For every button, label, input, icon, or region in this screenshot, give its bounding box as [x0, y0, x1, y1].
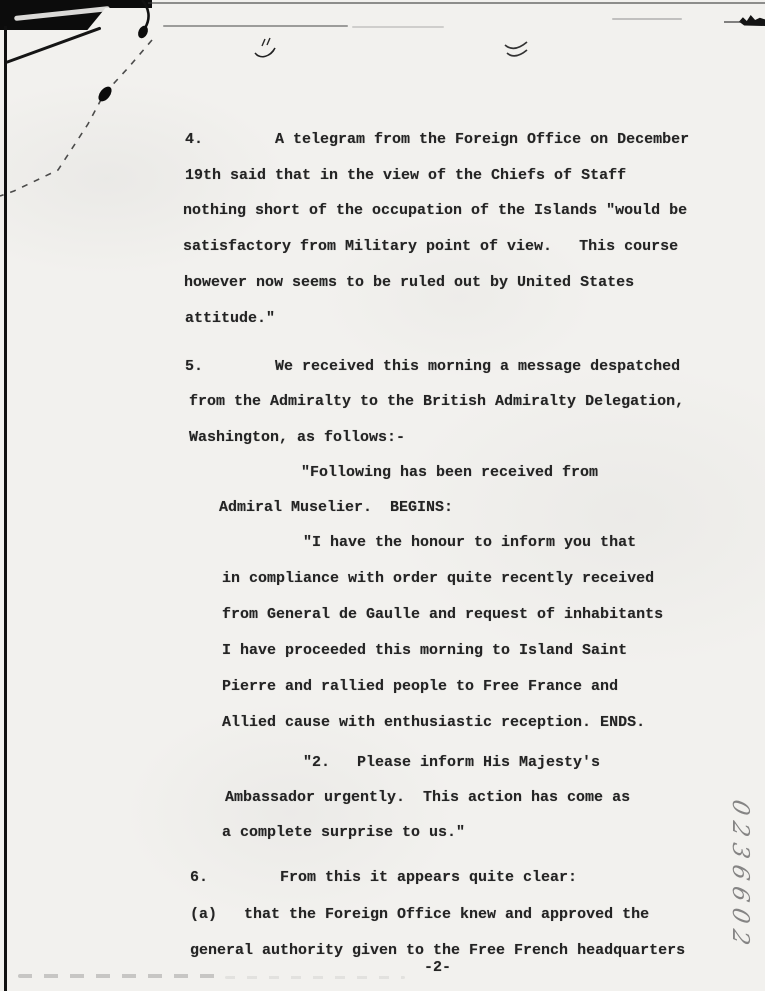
scan-bottom-smudge	[18, 974, 216, 978]
scan-top-streak-faint	[352, 26, 444, 28]
chevron-stroke-1	[505, 42, 527, 48]
text-line-para6-3: general authority given to the Free French headquarters	[190, 942, 686, 959]
text-line-para4-2: 19th said that in the view of the Chiefs of Staff	[185, 167, 627, 184]
ink-splat-top-right	[739, 15, 765, 26]
text-line-quote2-5: Pierre and rallied people to Free France and	[222, 678, 619, 695]
handwritten-archive-number: 0236602	[727, 797, 753, 955]
scan-top-streak-right	[612, 18, 682, 20]
text-line-para5-1: 5. We received this morning a message despatched	[185, 358, 681, 375]
chevron-stroke-2	[507, 50, 527, 56]
text-line-para4-5: however now seems to be ruled out by United States	[184, 274, 635, 291]
pen-doodle-right	[504, 40, 530, 61]
text-line-quote2-4: I have proceeded this morning to Island Saint	[222, 642, 628, 659]
text-line-quote1-2: Admiral Muselier. BEGINS:	[219, 499, 454, 516]
text-line-para5-2: from the Admiralty to the British Admiralty Delegation,	[189, 393, 685, 410]
text-line-quote1-1: "Following has been received from	[220, 464, 599, 481]
text-line-para4-4: satisfactory from Military point of view. This course	[183, 238, 679, 255]
doodle-tick-2	[267, 38, 270, 45]
page-number: -2-	[424, 959, 452, 976]
text-line-para4-6: attitude."	[185, 310, 276, 327]
text-line-para4-1: 4. A telegram from the Foreign Office on December	[185, 131, 690, 148]
scan-top-edge-line	[148, 2, 765, 4]
text-line-quote3-3: a complete surprise to us."	[222, 824, 466, 841]
text-line-para6-1: 6. From this it appears quite clear:	[190, 869, 578, 886]
crease-ink-blob	[96, 84, 114, 104]
text-line-quote3-1: "2. Please inform His Majesty's	[222, 754, 601, 771]
paper-crease	[0, 30, 175, 205]
text-line-para4-3: nothing short of the occupation of the Islands "would be	[183, 202, 688, 219]
scan-bottom-smudge-faint	[225, 976, 405, 979]
pen-hook-stroke	[142, 0, 149, 28]
doodle-crescent	[255, 48, 275, 57]
text-line-para5-3: Washington, as follows:-	[189, 429, 406, 446]
pen-doodle-left	[252, 36, 280, 62]
scan-top-streak	[163, 25, 348, 27]
text-line-quote2-2: in compliance with order quite recently received	[222, 570, 655, 587]
text-line-quote2-6: Allied cause with enthusiastic reception. ENDS.	[222, 714, 646, 731]
text-line-quote3-2: Ambassador urgently. This action has come as	[225, 789, 631, 806]
crease-line	[0, 40, 152, 196]
doodle-tick-1	[262, 39, 265, 46]
text-line-para6-2: (a) that the Foreign Office knew and approved the	[190, 906, 650, 923]
ink-splat-tail	[724, 21, 741, 23]
text-line-quote2-3: from General de Gaulle and request of inhabitants	[222, 606, 664, 623]
text-line-quote2-1: "I have the honour to inform you that	[222, 534, 637, 551]
